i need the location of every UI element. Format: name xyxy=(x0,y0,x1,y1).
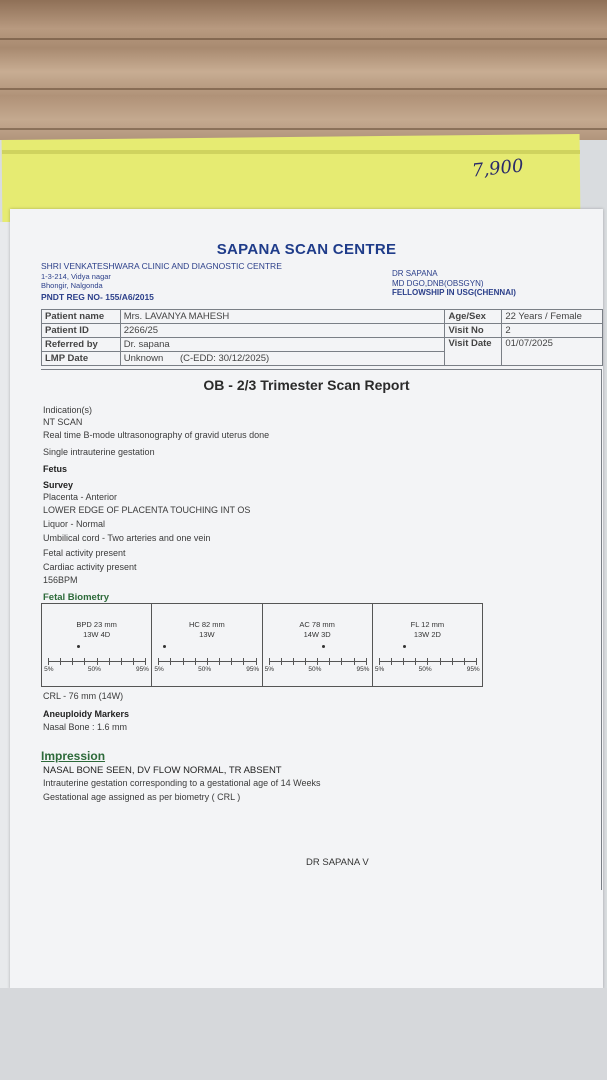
liquor: Liquor - Normal xyxy=(43,519,106,529)
lmp-date-row xyxy=(120,352,445,366)
biometry-panel xyxy=(42,604,152,686)
gestation: Single intrauterine gestation xyxy=(43,447,155,457)
fetal-activity: Fetal activity present xyxy=(43,548,126,558)
heart-rate: 156BPM xyxy=(43,575,78,585)
scale-tick xyxy=(231,658,232,665)
lower-sheet xyxy=(0,988,607,1080)
registration-number: PNDT REG NO- 155/A6/2015 xyxy=(41,292,154,302)
scale-tick xyxy=(158,658,159,665)
aneuploidy-label: Aneuploidy Markers xyxy=(43,709,130,719)
scale-tick xyxy=(207,658,208,665)
scale-tick xyxy=(366,658,367,665)
scale-tick xyxy=(341,658,342,665)
doctor-fellowship: FELLOWSHIP IN USG(CHENNAI) xyxy=(392,288,516,297)
scale-tick xyxy=(317,658,318,665)
scale-tick xyxy=(293,658,294,665)
centile-label: 50% xyxy=(418,666,432,673)
address-line-1: 1-3-214, Vidya nagar xyxy=(41,272,111,281)
report-title: OB - 2/3 Trimester Scan Report xyxy=(203,377,410,393)
biometry-age: 13W 2D xyxy=(413,630,441,639)
scale-tick xyxy=(464,658,465,665)
biometry-age: 13W xyxy=(199,630,215,639)
scale-tick xyxy=(243,658,244,665)
yellow-paper-edge xyxy=(2,150,580,154)
scale-tick xyxy=(427,658,428,665)
c-edd: (C-EDD: 30/12/2025) xyxy=(179,353,270,364)
centile-label: 5% xyxy=(44,666,54,673)
centile-scale xyxy=(379,661,476,662)
scale-tick xyxy=(440,658,441,665)
scale-tick xyxy=(109,658,110,665)
visit-no-label: Visit No xyxy=(445,324,502,338)
biometry-measure: FL 12 mm xyxy=(410,620,445,629)
scale-tick xyxy=(48,658,49,665)
nasal-bone: Nasal Bone : 1.6 mm xyxy=(43,722,128,732)
scale-tick xyxy=(452,658,453,665)
clinic-subtitle: SHRI VENKATESHWARA CLINIC AND DIAGNOSTIC CENTRE xyxy=(41,261,282,271)
scale-tick xyxy=(121,658,122,665)
scale-tick xyxy=(476,658,477,665)
scale-tick xyxy=(329,658,330,665)
scale-tick xyxy=(170,658,171,665)
placenta-edge: LOWER EDGE OF PLACENTA TOUCHING INT OS xyxy=(43,505,251,515)
centile-marker xyxy=(322,645,325,648)
scale-tick xyxy=(415,658,416,665)
centile-label: 5% xyxy=(154,666,164,673)
indication-label: Indication(s) xyxy=(43,405,93,415)
fetus-label: Fetus xyxy=(43,464,68,474)
scale-tick xyxy=(391,658,392,665)
patient-id-label: Patient ID xyxy=(42,324,121,338)
biometry-panel xyxy=(263,604,373,686)
lmp-date-label: LMP Date xyxy=(42,352,121,366)
visit-date: 01/07/2025 xyxy=(502,338,603,366)
placenta: Placenta - Anterior xyxy=(43,492,118,502)
biometry-measure: HC 82 mm xyxy=(188,620,225,629)
scale-tick xyxy=(256,658,257,665)
biometry-age: 14W 3D xyxy=(303,630,331,639)
age-sex-label: Age/Sex xyxy=(445,310,502,324)
centile-label: 5% xyxy=(264,666,275,673)
referred-by: Dr. sapana xyxy=(120,338,445,352)
doctor-name: DR SAPANA xyxy=(392,269,438,278)
scale-tick xyxy=(269,658,270,665)
survey-label: Survey xyxy=(43,480,74,490)
scale-tick xyxy=(145,658,146,665)
impression-line-3: Gestational age assigned as per biometry ( CRL ) xyxy=(43,792,241,802)
address-line-2: Bhongir, Nalgonda xyxy=(41,281,103,290)
signature: DR SAPANA V xyxy=(306,857,369,868)
centile-label: 50% xyxy=(198,666,212,673)
centile-label: 95% xyxy=(135,666,149,673)
scale-tick xyxy=(305,658,306,665)
scale-tick xyxy=(379,658,380,665)
age-sex: 22 Years / Female xyxy=(502,310,603,324)
centile-scale xyxy=(269,661,366,662)
scan-method: Real time B-mode ultrasonography of gravid uterus done xyxy=(43,430,270,440)
referred-by-label: Referred by xyxy=(42,338,121,352)
patient-name-label: Patient name xyxy=(42,310,121,324)
centile-scale xyxy=(48,661,145,662)
biometry-measure: AC 78 mm xyxy=(299,620,335,629)
impression-line-1: NASAL BONE SEEN, DV FLOW NORMAL, TR ABSENT xyxy=(43,765,282,776)
visit-date-label: Visit Date xyxy=(445,338,502,366)
patient-info-table xyxy=(41,309,603,366)
centile-label: 5% xyxy=(374,666,385,673)
scale-tick xyxy=(403,658,404,665)
centile-scale xyxy=(158,661,255,662)
patient-id: 2266/25 xyxy=(120,324,445,338)
scale-tick xyxy=(281,658,282,665)
crl: CRL - 76 mm (14W) xyxy=(43,691,124,701)
visit-no: 2 xyxy=(502,324,603,338)
indication: NT SCAN xyxy=(43,417,83,427)
centile-label: 95% xyxy=(466,666,480,673)
umbilical-cord: Umbilical cord - Two arteries and one vein xyxy=(43,533,211,543)
biometry-age: 13W 4D xyxy=(83,630,111,639)
cardiac-activity: Cardiac activity present xyxy=(43,562,137,572)
biometry-panel xyxy=(152,604,262,686)
scale-tick xyxy=(183,658,184,665)
centile-marker xyxy=(403,645,406,648)
clinic-name: SAPANA SCAN CENTRE xyxy=(216,241,397,258)
scale-tick xyxy=(195,658,196,665)
centile-label: 50% xyxy=(87,666,101,673)
scale-tick xyxy=(60,658,61,665)
scale-tick xyxy=(133,658,134,665)
biometry-panel xyxy=(373,604,482,686)
patient-name: Mrs. LAVANYA MAHESH xyxy=(120,310,445,324)
centile-marker xyxy=(77,645,80,648)
scale-tick xyxy=(354,658,355,665)
scale-tick xyxy=(219,658,220,665)
biometry-label: Fetal Biometry xyxy=(43,592,109,603)
lmp-date: Unknown xyxy=(123,353,164,364)
fetal-biometry-chart xyxy=(41,603,483,687)
scale-tick xyxy=(84,658,85,665)
scale-tick xyxy=(97,658,98,665)
centile-label: 95% xyxy=(246,666,260,673)
biometry-measure: BPD 23 mm xyxy=(76,620,117,629)
impression-label: Impression xyxy=(41,749,106,763)
centile-label: 50% xyxy=(308,666,322,673)
doctor-degrees: MD DGO,DNB(OBSGYN) xyxy=(392,279,484,288)
handwritten-note: 7,900 xyxy=(471,155,525,182)
centile-label: 95% xyxy=(356,666,370,673)
impression-line-2: Intrauterine gestation corresponding to a gestational age of 14 Weeks xyxy=(43,778,321,788)
under-sheet-edge xyxy=(0,222,10,992)
centile-marker xyxy=(163,645,166,648)
scan-report-sheet xyxy=(10,209,603,989)
scale-tick xyxy=(72,658,73,665)
